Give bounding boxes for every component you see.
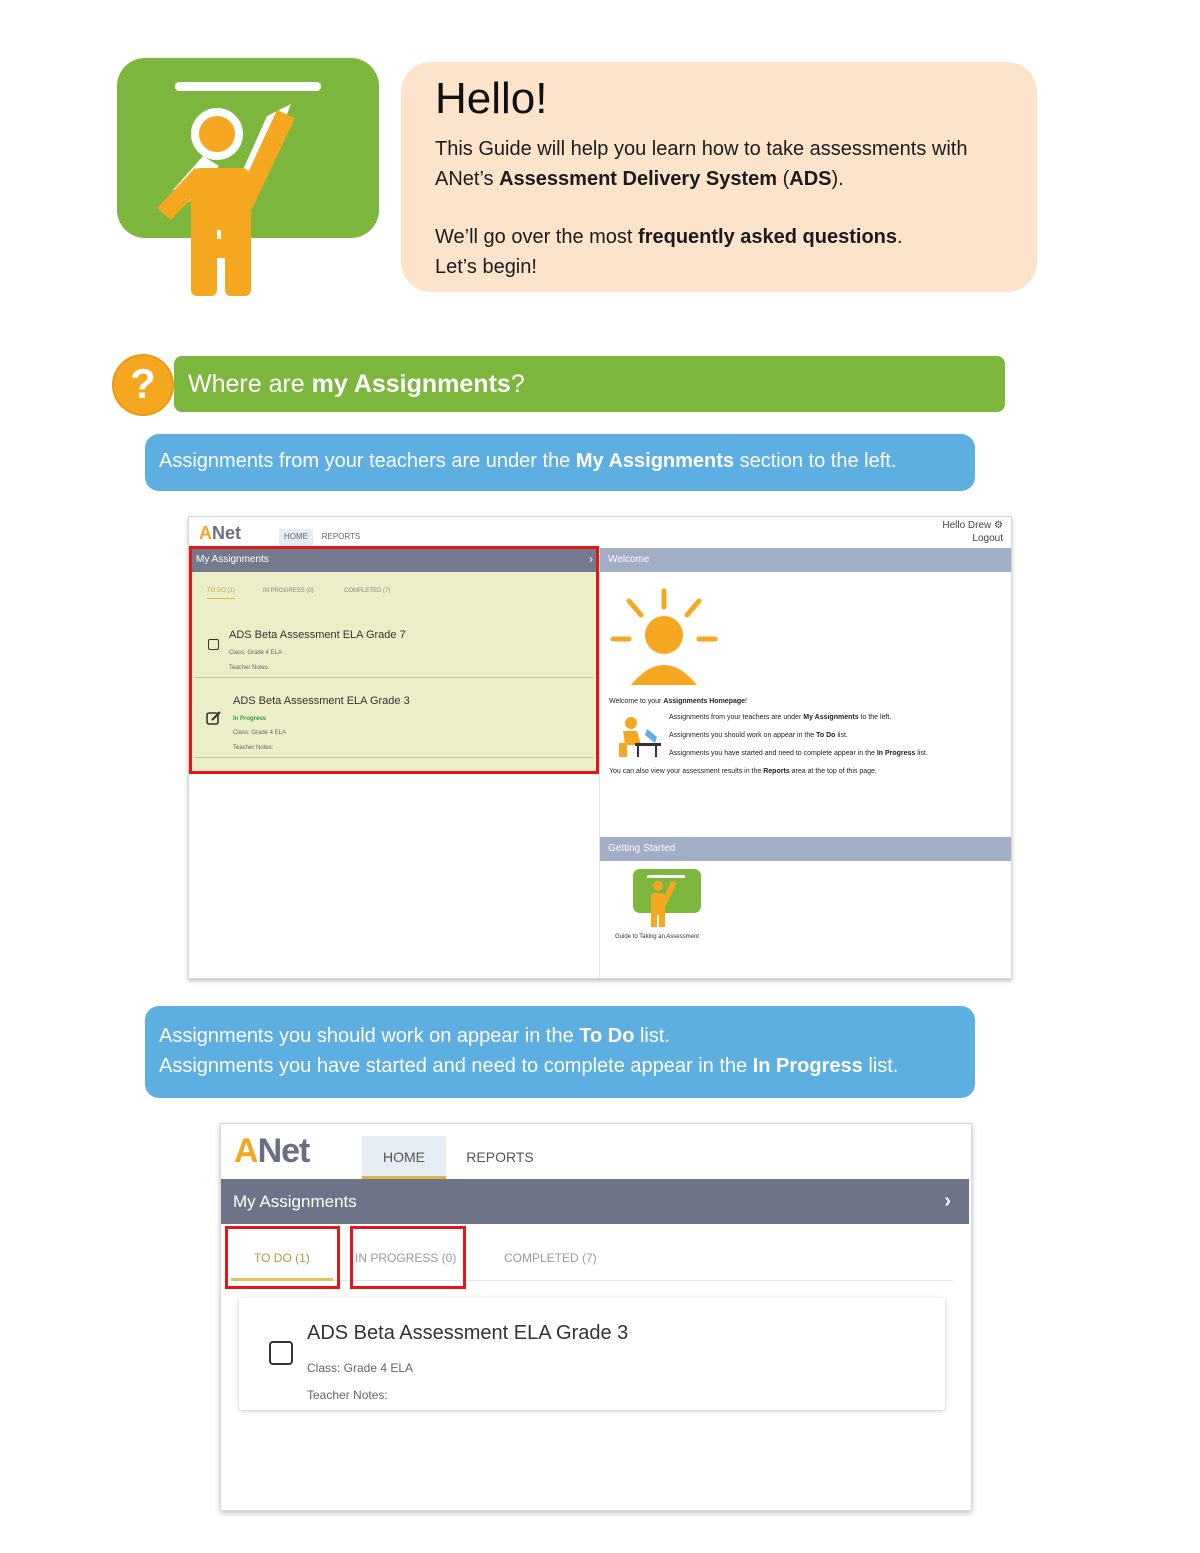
sun-person-icon (609, 587, 719, 687)
tab-completed[interactable]: COMPLETED (7) (504, 1251, 597, 1265)
welcome-line-2: Assignments you should work on appear in the To Do list. (669, 732, 848, 739)
highlight-box (350, 1226, 466, 1289)
anet-logo: ANet (234, 1132, 310, 1170)
assignment-class: Class: Grade 4 ELA (307, 1361, 414, 1375)
assignments-tabs-screenshot (220, 1123, 972, 1511)
question-icon: ? (114, 356, 172, 414)
welcome-line-1: Assignments from your teachers are under My Assignments to the left. (669, 714, 892, 721)
intro-paragraph-2: We’ll go over the most frequently asked questions. Let’s begin! (435, 226, 903, 278)
assignment-class: Class: Grade 4 ELA (229, 650, 283, 656)
chevron-right-icon[interactable]: › (944, 1190, 951, 1212)
user-menu[interactable]: Hello Drew ⚙ Logout (942, 520, 1003, 544)
assignment-notes: Teacher Notes: (307, 1388, 388, 1402)
my-assignments-header[interactable]: My Assignments › (221, 1179, 969, 1224)
assignment-title[interactable]: ADS Beta Assessment ELA Grade 3 (307, 1322, 629, 1344)
tab-home[interactable]: HOME (279, 529, 313, 551)
welcome-header: Welcome (600, 548, 1012, 572)
column-divider (599, 547, 600, 979)
homepage-screenshot (188, 516, 1012, 979)
section-heading: Where are my Assignments? (174, 356, 1005, 412)
status-badge: In Progress (233, 716, 267, 722)
assignment-checkbox[interactable] (269, 1341, 293, 1365)
getting-started-header: Getting Started (600, 837, 1012, 861)
tab-todo[interactable]: TO DO (1) (207, 588, 235, 599)
anet-logo: ANet (199, 523, 242, 543)
highlight-box (189, 546, 599, 774)
tab-todo[interactable]: TO DO (1) (254, 1251, 310, 1265)
tab-reports[interactable]: REPORTS (466, 1149, 534, 1165)
tab-in-progress[interactable]: IN PROGRESS (0) (263, 588, 314, 594)
welcome-line-3: Assignments you have started and need to complete appear in the In Progress list. (669, 750, 928, 757)
assignment-notes: Teacher Notes: (229, 665, 270, 671)
chevron-right-icon[interactable]: › (589, 552, 593, 566)
intro-paragraph-1: This Guide will help you learn how to take assessments with ANet’s Assessment Delivery System (ADS). (435, 138, 968, 190)
my-assignments-header[interactable]: My Assignments › (189, 547, 599, 572)
assignment-card[interactable] (239, 1298, 945, 1410)
assignment-title[interactable]: ADS Beta Assessment ELA Grade 7 (229, 629, 406, 641)
tab-in-progress[interactable]: IN PROGRESS (0) (355, 1251, 457, 1265)
guide-thumbnail-icon[interactable] (633, 869, 701, 927)
intro-title: Hello! (435, 74, 548, 123)
tab-completed[interactable]: COMPLETED (7) (344, 588, 391, 594)
assignment-class: Class: Grade 4 ELA (233, 730, 287, 736)
student-desk-icon (615, 715, 663, 759)
logout-link[interactable]: Logout (972, 533, 1003, 544)
info-callout-1: Assignments from your teachers are under the My Assignments section to the left. (145, 434, 975, 491)
tab-home[interactable]: HOME (362, 1136, 446, 1179)
intro-card (401, 62, 1037, 292)
guide-link[interactable]: Guide to Taking an Assessment (615, 934, 699, 940)
gear-icon: ⚙ (994, 520, 1003, 531)
assignment-title[interactable]: ADS Beta Assessment ELA Grade 3 (233, 695, 410, 707)
highlight-box (225, 1226, 340, 1289)
teacher-board-icon (117, 58, 379, 298)
info-callout-2: Assignments you should work on appear in the To Do list. Assignments you have started and need to complete appear in the In Progress list. (145, 1006, 975, 1098)
welcome-line-4: You can also view your assessment results in the Reports area at the top of this page. (609, 768, 877, 775)
welcome-heading: Welcome to your Assignments Homepage! (609, 698, 747, 705)
tab-reports[interactable]: REPORTS (321, 532, 361, 541)
assignment-notes: Teacher Notes: (233, 745, 274, 751)
